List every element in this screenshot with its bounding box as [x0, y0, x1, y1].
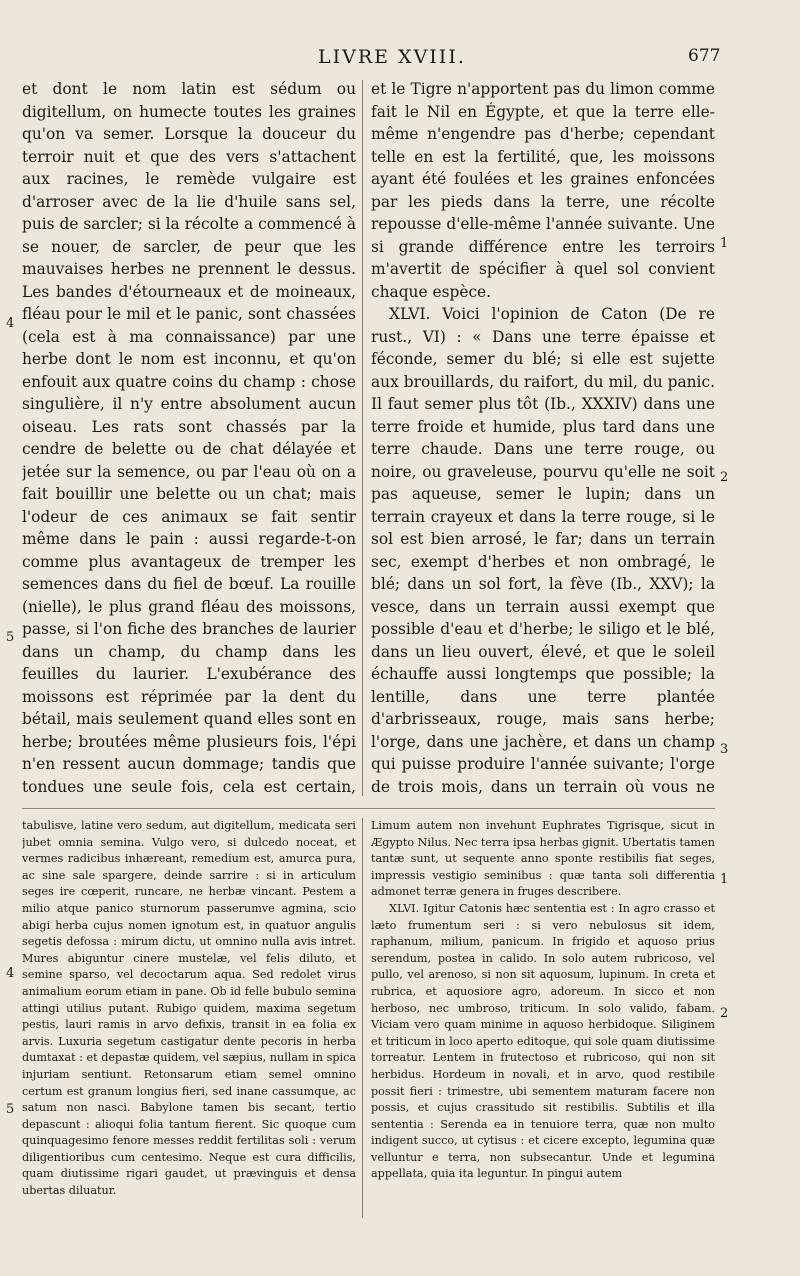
paragraph: et dont le nom latin est sédum ou digitellum, on humecte toutes les graines qu'on va semer. Lorsque la douceur du terroir nuit et que des vers s'attachent aux racines, le remède vulgaire est d'arroser avec de la lie d'huile sans sel, puis de sarcler; si la récolte a commencé à se nouer, de sarcler, de peur que les mauvaises herbes ne prennent le dessus. Les bandes d'étourneaux et de moineaux, fléau pour le mil et le panic, sont chassées (cela est à ma connaissance) par une herbe dont le nom est inconnu, et qu'on enfouit aux quatre coins du champ : chose singulière, il n'y entre absolument aucun oiseau. Les rats sont chassés par la cendre de belette ou de chat délayée et jetée sur la semence, ou par l'eau où on a fait bouillir une belette ou un chat; mais l'odeur de ces animaux se fait sentir même dans le pain : aussi regarde-t-on comme plus avantageux de tremper les semences dans du fiel de bœuf. La rouille (nielle), le plus grand fléau des moissons, passe, si l'on fiche des branches de laurier dans un champ, du champ dans les feuilles du laurier. L'exubérance des moissons est réprimée par la dent du bétail, mais seulement quand elles sont en herbe; broutées même plusieurs fois, l'épi n'en ressent aucun dommage; tandis que tondues une seule fois, cela est certain, [22, 80, 356, 796]
paragraph: XLVI. Voici l'opinion de Caton (De re rust., VI) : « Dans une terre épaisse et féconde, semer du blé; si elle est sujette aux brouillards, du raifort, du mil, du panic. Il faut semer plus tôt (Ib., XXXIV) dans une terre froide et humide, plus tard dans une terre chaude. Dans une terre rouge, ou noire, ou graveleuse, pourvu qu'elle ne soit pas aqueuse, semer le lupin; dans un terrain crayeux et dans la terre rouge, si le sol est bien arrosé, le far; dans un terrain sec, exempt d'herbes et non ombragé, le blé; dans un sol fort, la fève (Ib., XXV); la vesce, dans un terrain aussi exempt que possible d'eau et d'herbe; le siligo et le blé, dans un lieu ouvert, élevé, et que le soleil échauffe aussi longtemps que possible; la lentille, dans une terre plantée d'arbrisseaux, rouge, mais sans herbe; l'orge, dans une jachère, et dans un champ qui puisse produire l'année suivante; l'orge de trois mois, dans un terrain où vous ne [371, 305, 715, 796]
paragraph: et le Tigre n'apportent pas du limon comme fait le Nil en Égypte, et que la terre elle-même n'engendre pas d'herbe; cependant telle en est la fertilité, que, les moissons ayant été foulées et les graines enfoncées par les pieds dans la terre, une récolte repousse d'elle-même l'année suivante. Une si grande différence entre les terroirs m'avertit de spécifier à quel sol convient chaque espèce. [371, 80, 715, 301]
latin-right-column [371, 818, 715, 1218]
margin-number: 1 [720, 236, 729, 251]
page-header [0, 46, 800, 76]
margin-number: 4 [6, 966, 15, 981]
paragraph: tabulisve, latine vero sedum, aut digitellum, medicata seri jubet omnia semina. Vulgo vero, si dulcedo noceat, et vermes radicibus inhæreant, remedium est, amurca pura, ac sine sale spargere, deinde sarrire : si in articulum seges ire cœperit, runcare, ne herbæ vincant. Pestem a milio atque panico sturnorum passerumve agmina, scio abigi herba cujus nomen ignotum est, in quatuor angulis segetis defossa : mirum dictu, ut omnino nulla avis intret. Mures abiguntur cinere mustelæ, vel felis diluto, et semine sparso, vel decoctarum aqua. Sed redolet virus animalium eorum etiam in pane. Ob id felle bubulo semina attingi utilius putant. Rubigo quidem, maxima segetum pestis, lauri ramis in arvo defixis, transit in ea folia ex arvis. Luxuria segetum castigatur dente pecoris in herba dumtaxat : et depastæ quidem, vel sæpius, nullam in spica injuriam sentiunt. Retonsarum etiam semel omnino certum est granum longius fieri, sed inane cassumque, ac satum non nasci. Babylone tamen bis secant, tertio depascunt : alioqui folia tantum fierent. Sic quoque cum quinquagesimo fenore messes reddit fertilitas soli : verum diligentioribus cum centesimo. Neque est cura difficilis, quam diutissime rigari gaudet, ut prævinguis et densa ubertas diluatur. [22, 819, 356, 1198]
latin-left-column [22, 818, 356, 1218]
margin-number: 2 [720, 1006, 729, 1021]
margin-number: 5 [6, 630, 15, 645]
french-right-column [371, 78, 715, 798]
section-divider [22, 808, 715, 809]
column-divider [362, 80, 363, 796]
margin-number: 2 [720, 470, 729, 485]
margin-number: 1 [720, 872, 729, 887]
margin-number: 5 [6, 1102, 15, 1117]
paragraph: Limum autem non invehunt Euphrates Tigrisque, sicut in Ægypto Nilus. Nec terra ipsa herbas gignit. Ubertatis tamen tantæ sunt, ut sequente anno sponte restibilis fiat seges, impressis vestigio seminibus : quæ tanta soli differentia admonet terræ genera in fruges describere. [371, 819, 715, 899]
margin-number: 3 [720, 742, 729, 757]
french-left-column [22, 78, 356, 798]
page-number: 677 [688, 46, 721, 66]
paragraph: XLVI. Igitur Catonis hæc sententia est : In agro crasso et læto frumentum seri : si vero nebulosus sit idem, raphanum, milium, panicum. In frigido et aquoso prius serendum, postea in calido. In solo autem rubricoso, vel pullo, vel arenoso, si non sit aquosum, lupinum. In creta et rubrica, et aquosiore agro, adoreum. In sicco et non herboso, nec umbroso, triticum. In solo valido, fabam. Viciam vero quam minime in aquoso herbidoque. Siliginem et triticum in loco aperto editoque, qui sole quam diutissime torreatur. Lentem in frutectoso et rubricoso, qui non sit herbidus. Hordeum in novali, et in arvo, quod restibile possit fieri : trimestre, ubi sementem maturam facere non possis, et cujus crassitudo sit restibilis. Subtilis et illa sententia : Serenda ea in tenuiore terra, quæ non multo indigent succo, ut cytisus : et cicere excepto, legumina quæ velluntur e terra, non subsecantur. Unde et legumina appellata, quia ita leguntur. In pingui autem [371, 901, 715, 1181]
margin-number: 4 [6, 316, 15, 331]
column-divider [362, 818, 363, 1218]
running-title: LIVRE XVIII. [318, 46, 466, 68]
